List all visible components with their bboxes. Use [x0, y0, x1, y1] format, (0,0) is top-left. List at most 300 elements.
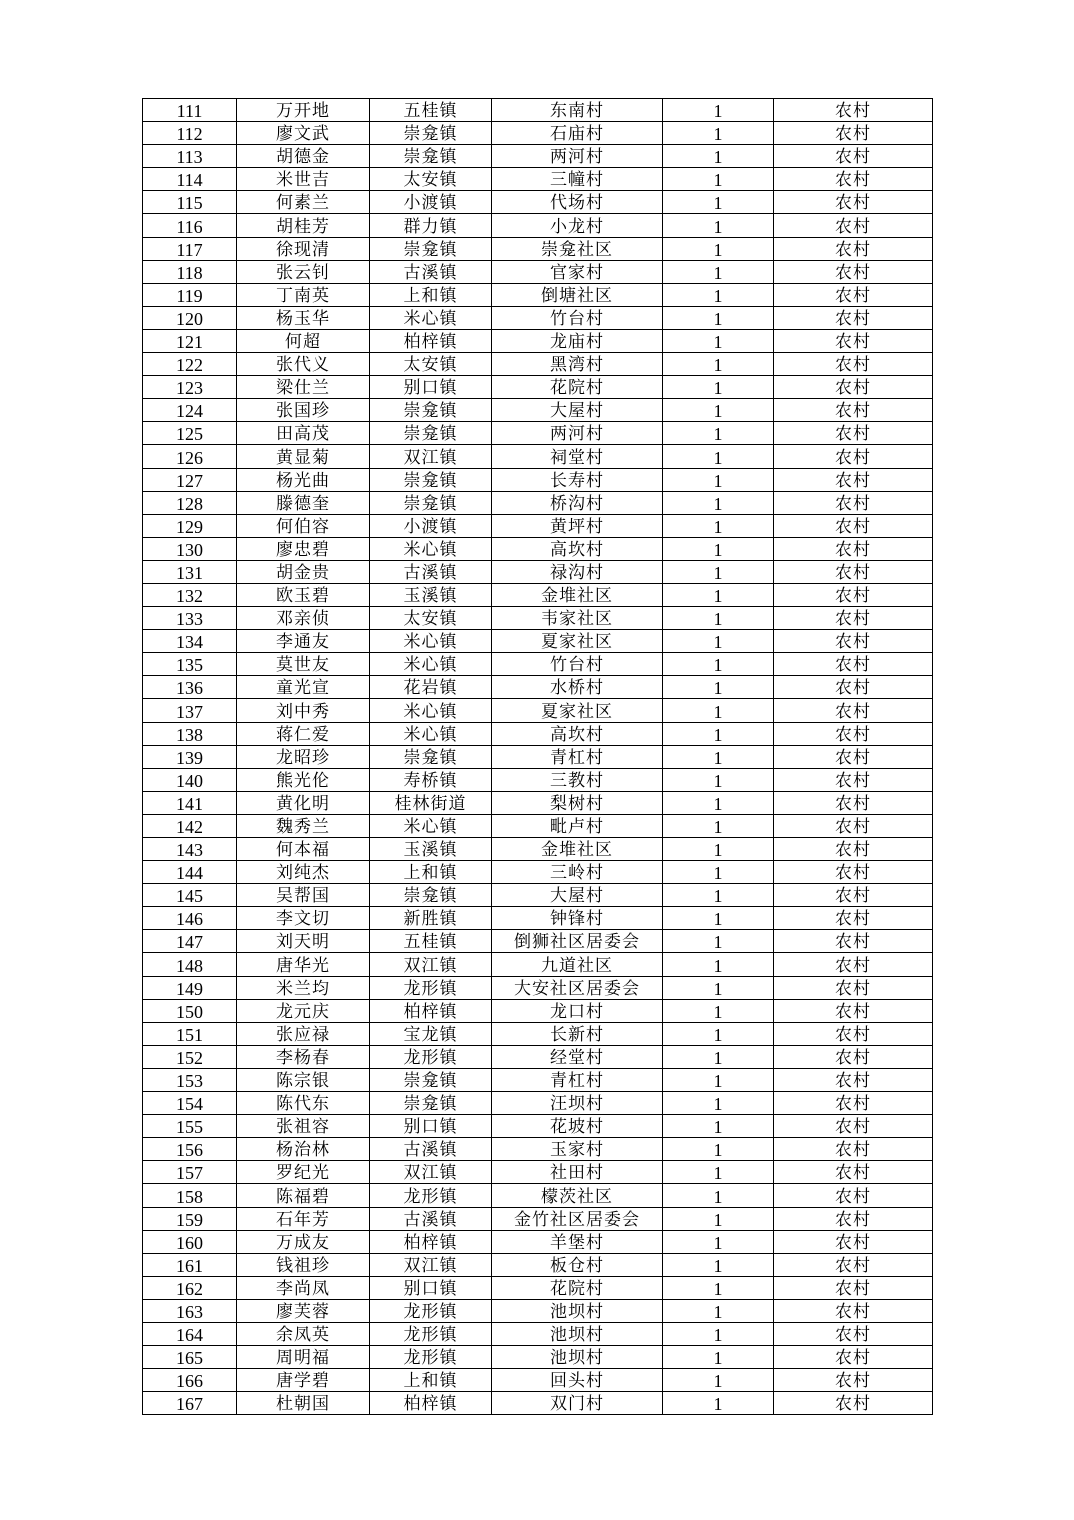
person-name: 陈宗银 [237, 1068, 370, 1091]
town-name: 柏梓镇 [370, 999, 492, 1022]
row-number: 140 [143, 768, 237, 791]
count-value: 1 [663, 514, 774, 537]
town-name: 太安镇 [370, 353, 492, 376]
row-number: 136 [143, 676, 237, 699]
person-name: 万开地 [237, 99, 370, 122]
count-value: 1 [663, 168, 774, 191]
row-number: 146 [143, 907, 237, 930]
table-row [143, 814, 933, 837]
village-name: 花院村 [492, 376, 663, 399]
area-type: 农村 [774, 1392, 933, 1415]
row-number: 143 [143, 838, 237, 861]
row-number: 147 [143, 930, 237, 953]
town-name: 古溪镇 [370, 260, 492, 283]
area-type: 农村 [774, 468, 933, 491]
town-name: 米心镇 [370, 722, 492, 745]
count-value: 1 [663, 1230, 774, 1253]
village-name: 玉家村 [492, 1138, 663, 1161]
count-value: 1 [663, 99, 774, 122]
village-name: 三教村 [492, 768, 663, 791]
person-name: 蒋仁爱 [237, 722, 370, 745]
count-value: 1 [663, 676, 774, 699]
village-name: 夏家社区 [492, 630, 663, 653]
person-name: 吴帮国 [237, 884, 370, 907]
town-name: 小渡镇 [370, 191, 492, 214]
person-name: 杨治林 [237, 1138, 370, 1161]
row-number: 166 [143, 1369, 237, 1392]
area-type: 农村 [774, 953, 933, 976]
village-name: 官家村 [492, 260, 663, 283]
person-name: 陈福碧 [237, 1184, 370, 1207]
town-name: 崇龛镇 [370, 1068, 492, 1091]
village-name: 金堆社区 [492, 583, 663, 606]
town-name: 别口镇 [370, 1276, 492, 1299]
count-value: 1 [663, 953, 774, 976]
table-row [143, 976, 933, 999]
row-number: 123 [143, 376, 237, 399]
town-name: 崇龛镇 [370, 468, 492, 491]
village-name: 花坡村 [492, 1115, 663, 1138]
count-value: 1 [663, 653, 774, 676]
town-name: 米心镇 [370, 814, 492, 837]
person-name: 张祖容 [237, 1115, 370, 1138]
row-number: 153 [143, 1068, 237, 1091]
table-row [143, 1322, 933, 1345]
table-row [143, 399, 933, 422]
table-row [143, 491, 933, 514]
count-value: 1 [663, 1392, 774, 1415]
row-number: 122 [143, 353, 237, 376]
table-row [143, 560, 933, 583]
area-type: 农村 [774, 653, 933, 676]
table-row [143, 1161, 933, 1184]
village-name: 经堂村 [492, 1045, 663, 1068]
row-number: 163 [143, 1299, 237, 1322]
village-name: 钟锋村 [492, 907, 663, 930]
table-row [143, 1068, 933, 1091]
person-name: 龙昭珍 [237, 745, 370, 768]
table-row [143, 583, 933, 606]
area-type: 农村 [774, 260, 933, 283]
town-name: 太安镇 [370, 607, 492, 630]
village-name: 石庙村 [492, 122, 663, 145]
count-value: 1 [663, 1276, 774, 1299]
area-type: 农村 [774, 1207, 933, 1230]
row-number: 112 [143, 122, 237, 145]
area-type: 农村 [774, 999, 933, 1022]
table-row [143, 1207, 933, 1230]
count-value: 1 [663, 1115, 774, 1138]
table-row [143, 1022, 933, 1045]
person-name: 邓亲侦 [237, 607, 370, 630]
village-name: 倒塘社区 [492, 283, 663, 306]
table-row [143, 630, 933, 653]
town-name: 寿桥镇 [370, 768, 492, 791]
row-number: 134 [143, 630, 237, 653]
village-name: 大屋村 [492, 399, 663, 422]
town-name: 太安镇 [370, 168, 492, 191]
person-name: 罗纪光 [237, 1161, 370, 1184]
count-value: 1 [663, 1207, 774, 1230]
area-type: 农村 [774, 1045, 933, 1068]
count-value: 1 [663, 537, 774, 560]
area-type: 农村 [774, 1299, 933, 1322]
row-number: 121 [143, 329, 237, 352]
town-name: 柏梓镇 [370, 1230, 492, 1253]
row-number: 149 [143, 976, 237, 999]
area-type: 农村 [774, 814, 933, 837]
person-name: 黄显菊 [237, 445, 370, 468]
village-name: 韦家社区 [492, 607, 663, 630]
town-name: 龙形镇 [370, 1346, 492, 1369]
table-row [143, 676, 933, 699]
count-value: 1 [663, 237, 774, 260]
village-name: 代场村 [492, 191, 663, 214]
count-value: 1 [663, 1369, 774, 1392]
town-name: 崇龛镇 [370, 122, 492, 145]
count-value: 1 [663, 791, 774, 814]
town-name: 崇龛镇 [370, 399, 492, 422]
area-type: 农村 [774, 145, 933, 168]
village-name: 黄坪村 [492, 514, 663, 537]
area-type: 农村 [774, 168, 933, 191]
town-name: 双江镇 [370, 445, 492, 468]
table-row [143, 1138, 933, 1161]
person-name: 滕德奎 [237, 491, 370, 514]
count-value: 1 [663, 814, 774, 837]
count-value: 1 [663, 491, 774, 514]
town-name: 别口镇 [370, 1115, 492, 1138]
area-type: 农村 [774, 1092, 933, 1115]
person-name: 钱祖珍 [237, 1253, 370, 1276]
town-name: 双江镇 [370, 1161, 492, 1184]
person-name: 莫世友 [237, 653, 370, 676]
table-row [143, 1115, 933, 1138]
table-row [143, 1369, 933, 1392]
table-row [143, 422, 933, 445]
table-row [143, 699, 933, 722]
town-name: 古溪镇 [370, 1138, 492, 1161]
table-row [143, 99, 933, 122]
count-value: 1 [663, 1253, 774, 1276]
area-type: 农村 [774, 861, 933, 884]
village-name: 金竹社区居委会 [492, 1207, 663, 1230]
village-name: 禄沟村 [492, 560, 663, 583]
area-type: 农村 [774, 283, 933, 306]
area-type: 农村 [774, 537, 933, 560]
village-name: 桥沟村 [492, 491, 663, 514]
table-row [143, 1253, 933, 1276]
village-name: 青杠村 [492, 1068, 663, 1091]
area-type: 农村 [774, 491, 933, 514]
count-value: 1 [663, 1299, 774, 1322]
village-name: 竹台村 [492, 653, 663, 676]
village-name: 小龙村 [492, 214, 663, 237]
area-type: 农村 [774, 376, 933, 399]
village-name: 九道社区 [492, 953, 663, 976]
village-name: 高坎村 [492, 537, 663, 560]
town-name: 崇龛镇 [370, 491, 492, 514]
row-number: 127 [143, 468, 237, 491]
table-row [143, 653, 933, 676]
person-name: 胡德金 [237, 145, 370, 168]
table-row [143, 884, 933, 907]
row-number: 125 [143, 422, 237, 445]
village-name: 大安社区居委会 [492, 976, 663, 999]
row-number: 157 [143, 1161, 237, 1184]
person-name: 黄化明 [237, 791, 370, 814]
row-number: 135 [143, 653, 237, 676]
area-type: 农村 [774, 1276, 933, 1299]
person-name: 李尚凤 [237, 1276, 370, 1299]
town-name: 龙形镇 [370, 1184, 492, 1207]
village-name: 龙口村 [492, 999, 663, 1022]
count-value: 1 [663, 630, 774, 653]
person-name: 童光宣 [237, 676, 370, 699]
town-name: 米心镇 [370, 306, 492, 329]
person-name: 余凤英 [237, 1322, 370, 1345]
row-number: 131 [143, 560, 237, 583]
village-name: 三岭村 [492, 861, 663, 884]
row-number: 159 [143, 1207, 237, 1230]
town-name: 花岩镇 [370, 676, 492, 699]
town-name: 崇龛镇 [370, 422, 492, 445]
person-name: 欧玉碧 [237, 583, 370, 606]
person-name: 陈代东 [237, 1092, 370, 1115]
village-name: 双门村 [492, 1392, 663, 1415]
table-row [143, 953, 933, 976]
town-name: 宝龙镇 [370, 1022, 492, 1045]
town-name: 群力镇 [370, 214, 492, 237]
town-name: 双江镇 [370, 953, 492, 976]
person-name: 张代义 [237, 353, 370, 376]
town-name: 崇龛镇 [370, 1092, 492, 1115]
area-type: 农村 [774, 1369, 933, 1392]
area-type: 农村 [774, 930, 933, 953]
row-number: 144 [143, 861, 237, 884]
area-type: 农村 [774, 699, 933, 722]
table-row [143, 214, 933, 237]
count-value: 1 [663, 191, 774, 214]
row-number: 152 [143, 1045, 237, 1068]
table-row [143, 191, 933, 214]
area-type: 农村 [774, 583, 933, 606]
row-number: 139 [143, 745, 237, 768]
town-name: 龙形镇 [370, 976, 492, 999]
count-value: 1 [663, 999, 774, 1022]
village-name: 三幢村 [492, 168, 663, 191]
town-name: 米心镇 [370, 630, 492, 653]
table-row [143, 306, 933, 329]
count-value: 1 [663, 445, 774, 468]
table-row [143, 722, 933, 745]
village-name: 金堆社区 [492, 838, 663, 861]
count-value: 1 [663, 376, 774, 399]
row-number: 148 [143, 953, 237, 976]
town-name: 龙形镇 [370, 1299, 492, 1322]
row-number: 158 [143, 1184, 237, 1207]
table-row [143, 445, 933, 468]
area-type: 农村 [774, 1322, 933, 1345]
area-type: 农村 [774, 745, 933, 768]
village-name: 祠堂村 [492, 445, 663, 468]
count-value: 1 [663, 353, 774, 376]
village-name: 水桥村 [492, 676, 663, 699]
table-row [143, 468, 933, 491]
person-name: 何素兰 [237, 191, 370, 214]
person-name: 杨玉华 [237, 306, 370, 329]
row-number: 124 [143, 399, 237, 422]
row-number: 162 [143, 1276, 237, 1299]
count-value: 1 [663, 699, 774, 722]
person-name: 廖忠碧 [237, 537, 370, 560]
table-row [143, 1092, 933, 1115]
row-number: 151 [143, 1022, 237, 1045]
person-name: 刘中秀 [237, 699, 370, 722]
town-name: 崇龛镇 [370, 145, 492, 168]
table-row [143, 907, 933, 930]
count-value: 1 [663, 930, 774, 953]
table-row [143, 1045, 933, 1068]
village-name: 池坝村 [492, 1322, 663, 1345]
row-number: 115 [143, 191, 237, 214]
town-name: 别口镇 [370, 376, 492, 399]
village-name: 梨树村 [492, 791, 663, 814]
village-name: 东南村 [492, 99, 663, 122]
count-value: 1 [663, 861, 774, 884]
data-table [142, 98, 933, 1415]
area-type: 农村 [774, 237, 933, 260]
area-type: 农村 [774, 422, 933, 445]
town-name: 龙形镇 [370, 1322, 492, 1345]
town-name: 玉溪镇 [370, 838, 492, 861]
area-type: 农村 [774, 1161, 933, 1184]
person-name: 田高茂 [237, 422, 370, 445]
table-row [143, 1230, 933, 1253]
row-number: 114 [143, 168, 237, 191]
count-value: 1 [663, 768, 774, 791]
table-row [143, 607, 933, 630]
person-name: 何超 [237, 329, 370, 352]
table-row [143, 1392, 933, 1415]
area-type: 农村 [774, 722, 933, 745]
village-name: 回头村 [492, 1369, 663, 1392]
row-number: 155 [143, 1115, 237, 1138]
person-name: 米兰均 [237, 976, 370, 999]
person-name: 梁仕兰 [237, 376, 370, 399]
count-value: 1 [663, 838, 774, 861]
person-name: 张应禄 [237, 1022, 370, 1045]
town-name: 柏梓镇 [370, 1392, 492, 1415]
village-name: 檬茨社区 [492, 1184, 663, 1207]
area-type: 农村 [774, 1184, 933, 1207]
village-name: 羊堡村 [492, 1230, 663, 1253]
town-name: 五桂镇 [370, 930, 492, 953]
person-name: 熊光伦 [237, 768, 370, 791]
person-name: 何伯容 [237, 514, 370, 537]
person-name: 何本福 [237, 838, 370, 861]
count-value: 1 [663, 607, 774, 630]
person-name: 刘纯杰 [237, 861, 370, 884]
village-name: 社田村 [492, 1161, 663, 1184]
person-name: 石年芳 [237, 1207, 370, 1230]
village-name: 池坝村 [492, 1346, 663, 1369]
count-value: 1 [663, 260, 774, 283]
town-name: 米心镇 [370, 537, 492, 560]
village-name: 夏家社区 [492, 699, 663, 722]
village-name: 竹台村 [492, 306, 663, 329]
table-row [143, 838, 933, 861]
count-value: 1 [663, 1184, 774, 1207]
town-name: 米心镇 [370, 699, 492, 722]
count-value: 1 [663, 122, 774, 145]
count-value: 1 [663, 214, 774, 237]
town-name: 上和镇 [370, 1369, 492, 1392]
table-row [143, 768, 933, 791]
count-value: 1 [663, 145, 774, 168]
town-name: 米心镇 [370, 653, 492, 676]
area-type: 农村 [774, 907, 933, 930]
person-name: 周明福 [237, 1346, 370, 1369]
town-name: 崇龛镇 [370, 884, 492, 907]
row-number: 118 [143, 260, 237, 283]
row-number: 141 [143, 791, 237, 814]
town-name: 古溪镇 [370, 1207, 492, 1230]
area-type: 农村 [774, 1068, 933, 1091]
area-type: 农村 [774, 99, 933, 122]
person-name: 魏秀兰 [237, 814, 370, 837]
row-number: 117 [143, 237, 237, 260]
count-value: 1 [663, 1022, 774, 1045]
person-name: 李文切 [237, 907, 370, 930]
area-type: 农村 [774, 445, 933, 468]
person-name: 廖文武 [237, 122, 370, 145]
table-row [143, 237, 933, 260]
village-name: 大屋村 [492, 884, 663, 907]
table-row [143, 122, 933, 145]
person-name: 李杨春 [237, 1045, 370, 1068]
table-row [143, 999, 933, 1022]
row-number: 120 [143, 306, 237, 329]
person-name: 胡金贵 [237, 560, 370, 583]
count-value: 1 [663, 1045, 774, 1068]
person-name: 龙元庆 [237, 999, 370, 1022]
person-name: 米世吉 [237, 168, 370, 191]
count-value: 1 [663, 560, 774, 583]
table-row [143, 1299, 933, 1322]
area-type: 农村 [774, 1253, 933, 1276]
village-name: 倒狮社区居委会 [492, 930, 663, 953]
person-name: 丁南英 [237, 283, 370, 306]
area-type: 农村 [774, 1115, 933, 1138]
row-number: 161 [143, 1253, 237, 1276]
town-name: 崇龛镇 [370, 745, 492, 768]
count-value: 1 [663, 1322, 774, 1345]
area-type: 农村 [774, 607, 933, 630]
count-value: 1 [663, 884, 774, 907]
town-name: 五桂镇 [370, 99, 492, 122]
row-number: 156 [143, 1138, 237, 1161]
row-number: 167 [143, 1392, 237, 1415]
row-number: 133 [143, 607, 237, 630]
count-value: 1 [663, 976, 774, 999]
area-type: 农村 [774, 329, 933, 352]
area-type: 农村 [774, 976, 933, 999]
table-row [143, 329, 933, 352]
count-value: 1 [663, 745, 774, 768]
area-type: 农村 [774, 838, 933, 861]
village-name: 池坝村 [492, 1299, 663, 1322]
